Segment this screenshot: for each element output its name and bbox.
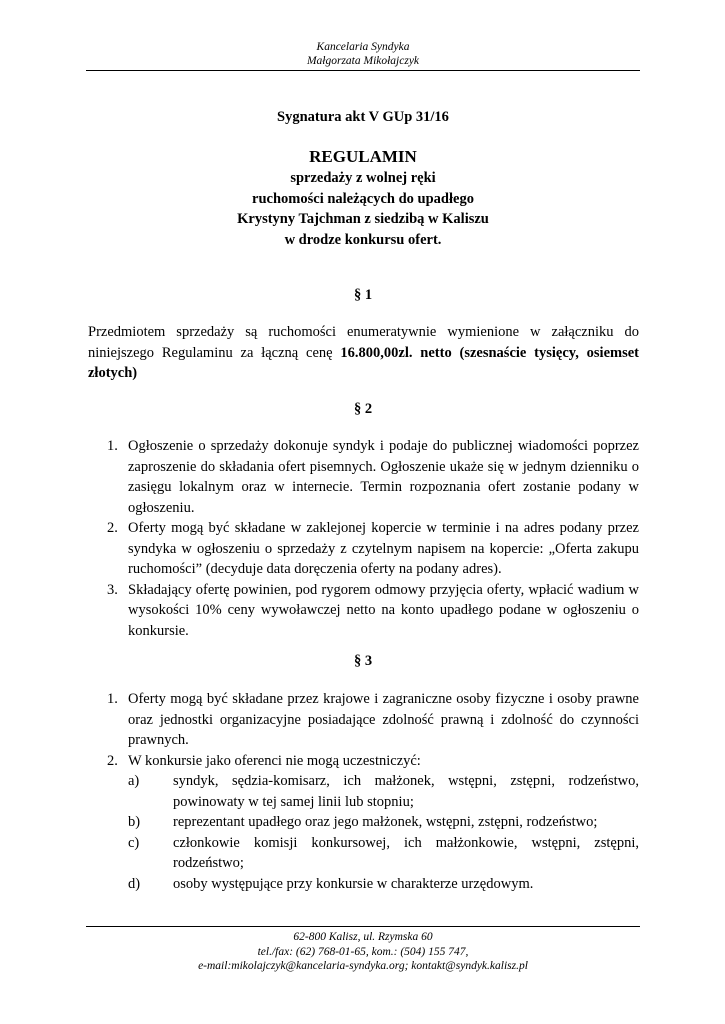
excluded-participants-list [128, 771, 639, 894]
list-item [88, 436, 639, 518]
section-1-price: 16.800,00zl. netto (szesnaście tysięcy, osiemset złotych) [88, 344, 639, 381]
sublist-item-text: osoby występujące przy konkursie w charakterze urzędowym. [173, 875, 534, 892]
list-item [88, 518, 639, 580]
sublist-item [128, 874, 639, 895]
section-1-text: Przedmiotem sprzedaży są ruchomości enumeratywnie wymienione w załączniku do niniejszego Regulaminu za łączną cenę [88, 324, 639, 361]
list-item-number: 1. [107, 438, 118, 454]
document-title: REGULAMIN [309, 147, 417, 166]
list-item-text: Składający ofertę powinien, pod rygorem odmowy przyjęcia oferty, wpłacić wadium w wysokości 10% ceny wywoławczej netto na konto upadłego podane w ogłoszeniu o konkursie. [128, 581, 639, 639]
document-title-block [86, 146, 640, 250]
list-item-number: 3. [107, 581, 118, 598]
list-item-number: 1. [107, 691, 118, 707]
sublist-item-letter: d) [128, 875, 141, 892]
sublist-item-letter: c) [128, 834, 140, 851]
list-item-text: W konkursie jako oferenci nie mogą uczestniczyć: [128, 752, 421, 769]
footer-divider [86, 926, 640, 927]
list-item [88, 751, 639, 895]
footer-emails: e-mail:mikolajczyk@kancelaria-syndyka.org; kontakt@syndyk.kalisz.pl [198, 960, 528, 972]
letterhead-person-name: Małgorzata Mikołajczyk [306, 55, 420, 67]
list-item [88, 689, 639, 751]
section-1-heading: § 1 [353, 287, 373, 303]
header-divider [86, 70, 640, 71]
section-3-list [88, 689, 639, 894]
section-1-paragraph [88, 322, 639, 384]
sublist-item [128, 771, 639, 812]
title-line: ruchomości należących do upadłego [252, 190, 474, 207]
sublist-item-text: członkowie komisji konkursowej, ich małżonkowie, wstępni, zstępni, rodzeństwo; [173, 834, 639, 871]
footer [86, 930, 640, 974]
sublist-item-letter: b) [128, 814, 141, 830]
title-line: w drodze konkursu ofert. [284, 231, 442, 248]
title-line: sprzedaży z wolnej ręki [290, 170, 436, 186]
list-item-text: Oferty mogą być składane w zaklejonej kopercie w terminie i na adres podany przez syndyka w ogłoszeniu o sprzedaży z czytelnym napisem na kopercie: „Oferta zakupu ruchomości” (decyduje data doręczenia oferty na podany adres). [128, 520, 639, 577]
sublist-item-letter: a) [128, 773, 140, 789]
list-item-text: Oferty mogą być składane przez krajowe i zagraniczne osoby fizyczne i osoby prawne oraz jednostki organizacyjne posiadające zdolność prawną i zdolność do czynności prawnych. [128, 691, 639, 748]
title-line: Krystyny Tajchman z siedzibą w Kaliszu [237, 211, 489, 227]
list-item-text: Ogłoszenie o sprzedaży dokonuje syndyk i podaje do publicznej wiadomości poprzez zaproszenie do składania ofert pisemnych. Ogłoszenie ukaże się w jednym dzienniku o zasięgu lokalnym oraz w internecie. Termin rozpoznania ofert zostanie podany w ogłoszeniu. [128, 438, 639, 516]
case-signature: Sygnatura akt V GUp 31/16 [277, 109, 449, 125]
footer-address: 62-800 Kalisz, ul. Rzymska 60 [293, 931, 433, 943]
sublist-item-text: syndyk, sędzia-komisarz, ich małżonek, wstępni, zstępni, rodzeństwo, powinowaty w tej samej linii lub stopniu; [173, 773, 639, 810]
list-item [88, 580, 639, 642]
section-3-heading: § 3 [353, 653, 373, 669]
letterhead [86, 40, 640, 68]
sublist-item [128, 833, 639, 874]
list-item-number: 2. [107, 752, 118, 769]
list-item-number: 2. [107, 520, 118, 536]
section-2-list [88, 436, 639, 641]
section-2-heading: § 2 [353, 401, 373, 417]
sublist-item-text: reprezentant upadłego oraz jego małżonek, wstępni, zstępni, rodzeństwo; [173, 814, 598, 830]
letterhead-office-name: Kancelaria Syndyka [316, 41, 410, 53]
footer-phones: tel./fax: (62) 768-01-65, kom.: (504) 155 747, [257, 945, 469, 958]
sublist-item [128, 812, 639, 833]
